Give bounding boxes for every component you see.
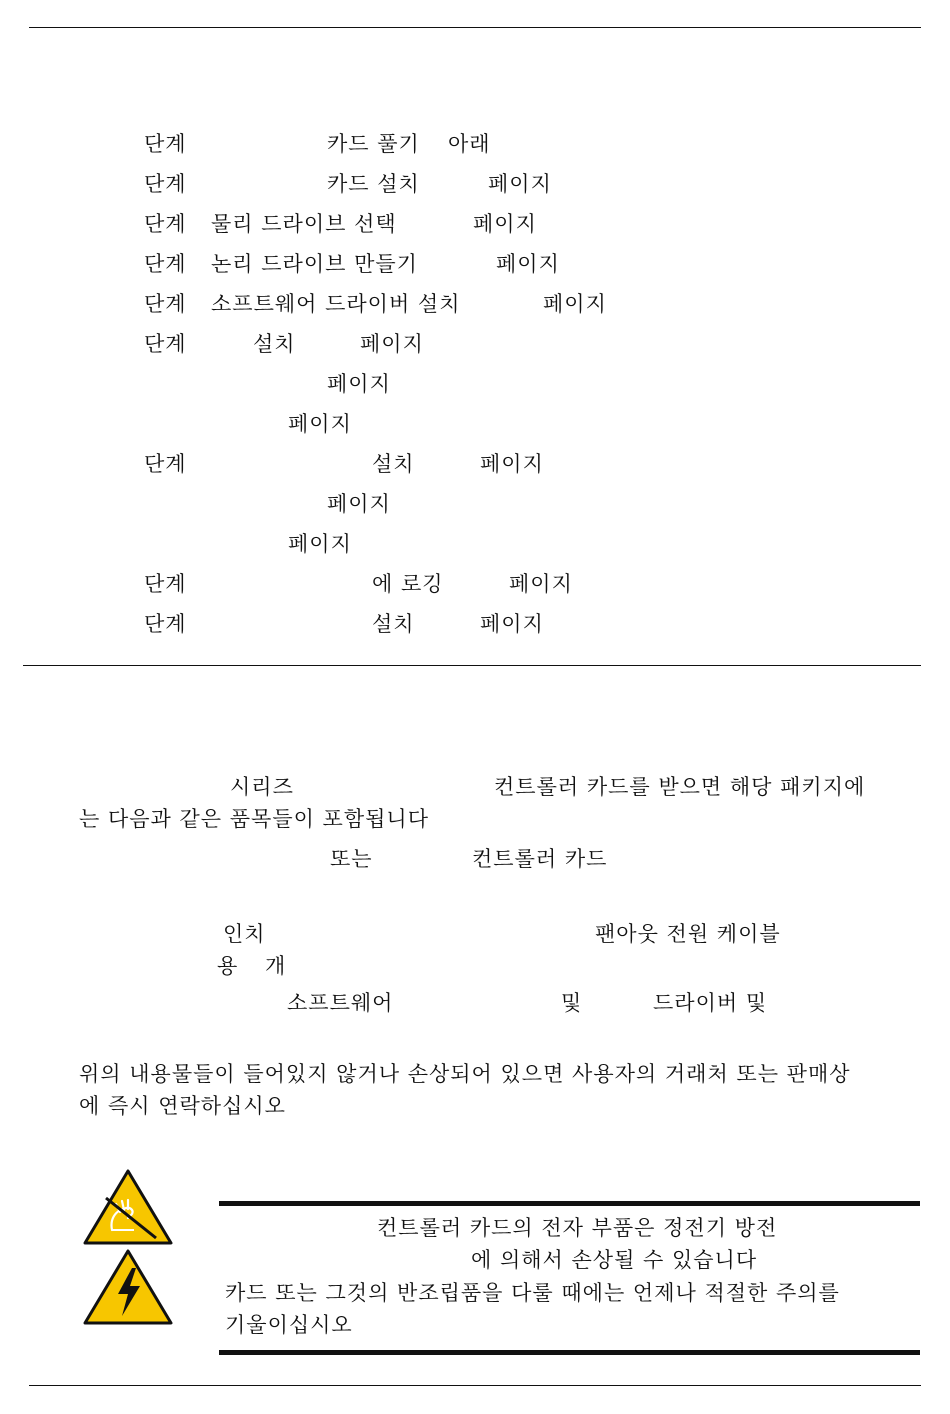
item-and: 및: [561, 991, 583, 1015]
section-rule: [23, 665, 921, 666]
item-driver: 드라이버 및: [653, 991, 768, 1015]
step-text: 카드 설치: [327, 172, 420, 196]
warning-line: 에 의해서 손상될 수 있습니다: [471, 1248, 758, 1272]
step-text: 논리 드라이브 만들기: [211, 252, 418, 276]
intro-text-line2: 는 다음과 같은 품목들이 포함됩니다: [79, 807, 429, 831]
warning-bottom-rule: [219, 1350, 920, 1355]
step-page: 페이지: [288, 532, 352, 556]
step-text: 설치: [372, 612, 415, 636]
warning-line: 기울이십시오: [225, 1313, 353, 1337]
step-page: 페이지: [496, 252, 560, 276]
step-label: 단계: [144, 252, 187, 276]
step-page: 페이지: [327, 492, 391, 516]
step-text: 카드 풀기: [327, 132, 420, 156]
step-label: 단계: [144, 572, 187, 596]
electric-shock-warning-icon: [82, 1248, 174, 1326]
warning-top-rule: [219, 1201, 920, 1206]
intro-series: 시리즈: [230, 775, 294, 799]
step-label: 단계: [144, 132, 187, 156]
step-page: 페이지: [543, 292, 607, 316]
item-cable: 팬아웃 전원 케이블: [595, 922, 781, 946]
step-text: 물리 드라이브 선택: [211, 212, 397, 236]
esd-warning-icon: [82, 1168, 174, 1246]
step-text: 설치: [253, 332, 296, 356]
step-page: 페이지: [288, 412, 352, 436]
warning-line: 컨트롤러 카드의 전자 부품은 정전기 방전: [377, 1216, 778, 1240]
step-label: 단계: [144, 172, 187, 196]
item-cable-count: 개: [265, 954, 287, 978]
step-page: 페이지: [473, 212, 537, 236]
step-label: 단계: [144, 212, 187, 236]
contact-text: 위의 내용물들이 들어있지 않거나 손상되어 있으면 사용자의 거래처 또는 판매상: [79, 1062, 851, 1086]
step-page: 페이지: [360, 332, 424, 356]
item-inch: 인치: [223, 922, 266, 946]
step-label: 단계: [144, 292, 187, 316]
step-extra: 아래: [448, 132, 491, 156]
step-text: 에 로깅: [372, 572, 444, 596]
step-page: 페이지: [327, 372, 391, 396]
item-card-or: 또는: [330, 847, 373, 871]
step-label: 단계: [144, 452, 187, 476]
step-text: 설치: [372, 452, 415, 476]
item-cable-use: 용: [217, 954, 239, 978]
step-label: 단계: [144, 612, 187, 636]
bottom-rule: [29, 1385, 921, 1386]
contact-text-line2: 에 즉시 연락하십시오: [79, 1094, 286, 1118]
step-text: 소프트웨어 드라이버 설치: [211, 292, 461, 316]
warning-line: 카드 또는 그것의 반조립품을 다룰 때에는 언제나 적절한 주의를: [225, 1281, 840, 1305]
step-page: 페이지: [480, 612, 544, 636]
intro-text: 컨트롤러 카드를 받으면 해당 패키지에: [494, 775, 866, 799]
step-page: 페이지: [509, 572, 573, 596]
item-software: 소프트웨어: [287, 991, 394, 1015]
item-card: 컨트롤러 카드: [472, 847, 608, 871]
step-page: 페이지: [480, 452, 544, 476]
step-label: 단계: [144, 332, 187, 356]
step-page: 페이지: [488, 172, 552, 196]
top-rule: [29, 27, 921, 28]
